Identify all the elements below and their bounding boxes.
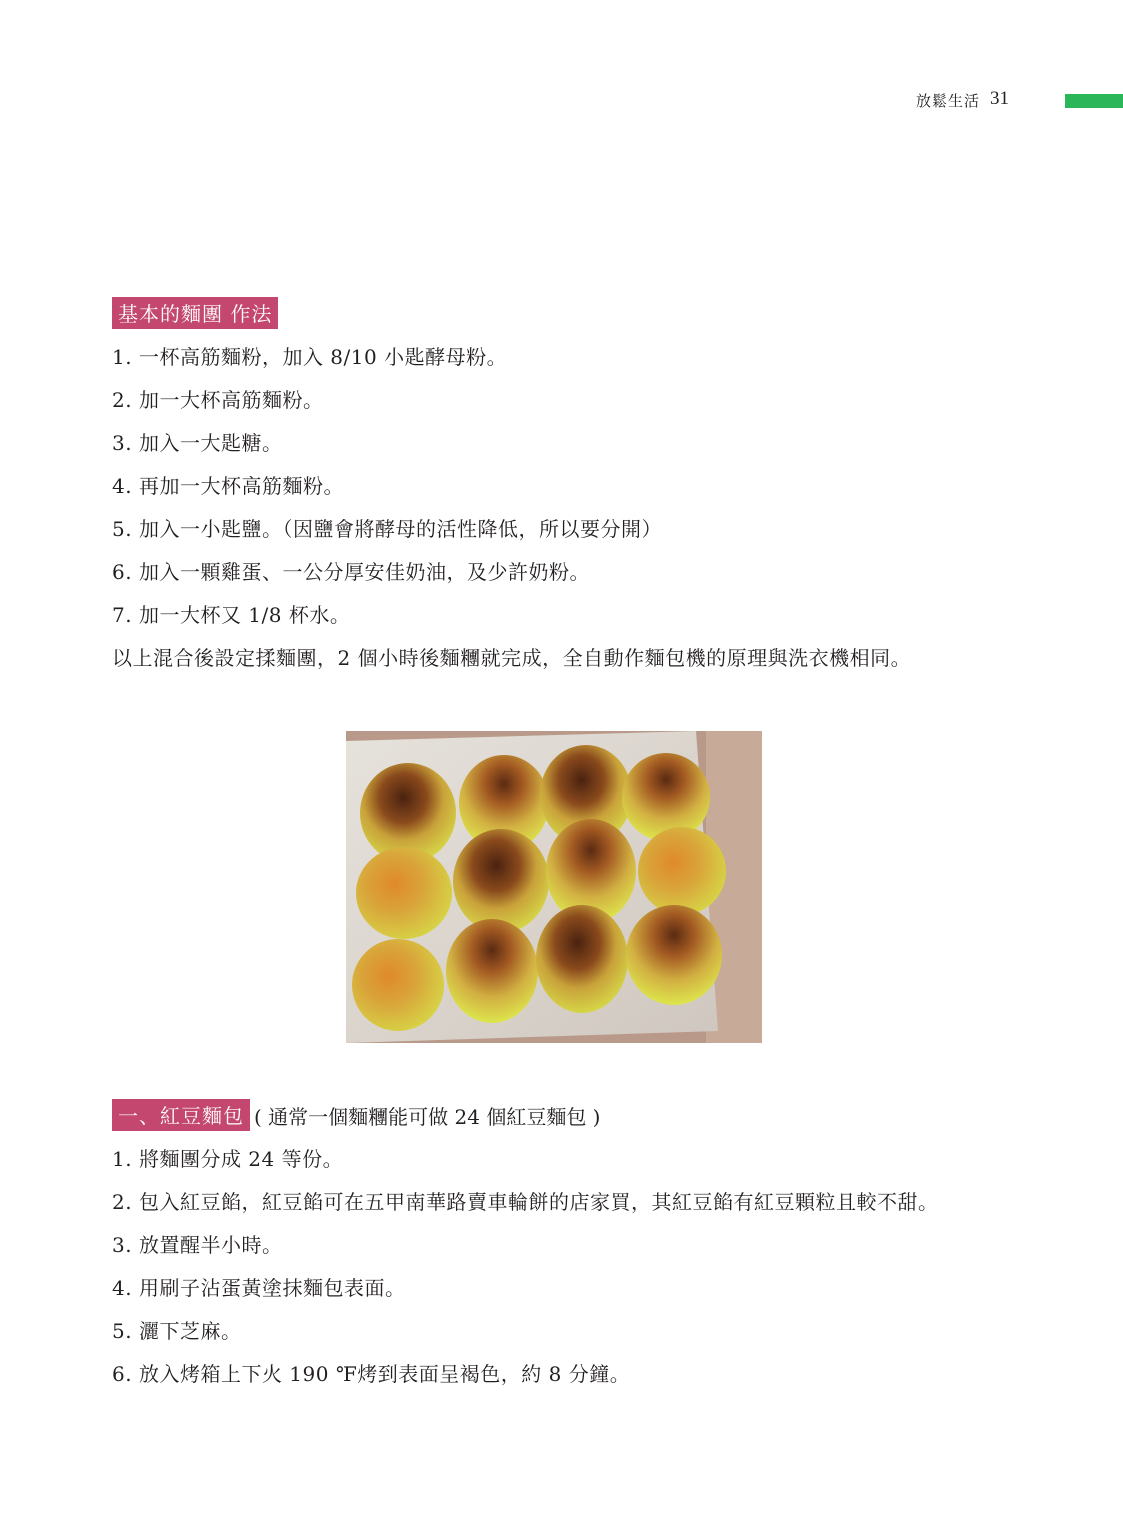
bun: [536, 905, 628, 1013]
bun: [622, 753, 710, 841]
section-heading: [112, 1100, 938, 1130]
step-item: 4. 用刷子沾蛋黃塗抹麵包表面。: [112, 1276, 406, 1300]
bun: [453, 829, 549, 933]
steps-list: [112, 336, 911, 637]
bun: [626, 905, 722, 1005]
bun: [356, 847, 452, 939]
bun: [352, 939, 444, 1031]
step-item: 5. 加入一小匙鹽。（因鹽會將酵母的活性降低，所以要分開）: [112, 517, 662, 541]
running-head: 放鬆生活: [916, 92, 981, 110]
step-item: 3. 放置醒半小時。: [112, 1233, 283, 1257]
step-item: 1. 一杯高筋麵粉，加入 8/10 小匙酵母粉。: [112, 345, 508, 369]
section-heading: [112, 298, 911, 328]
section-basic-dough: [112, 298, 911, 680]
page-number: 31: [990, 88, 1009, 109]
bread-photo: [346, 731, 762, 1043]
summary-paragraph: 以上混合後設定揉麵團，2 個小時後麵糰就完成，全自動作麵包機的原理與洗衣機相同。: [112, 646, 912, 670]
step-item: 1. 將麵團分成 24 等份。: [112, 1147, 344, 1171]
step-item: 2. 加一大杯高筋麵粉。: [112, 388, 324, 412]
section-tag: 一、紅豆麵包: [112, 1099, 250, 1131]
heading-note: ( 通常一個麵糰能可做 24 個紅豆麵包 ): [254, 1104, 601, 1129]
steps-list: [112, 1138, 938, 1396]
step-item: 3. 加入一大匙糖。: [112, 431, 283, 455]
step-item: 4. 再加一大杯高筋麵粉。: [112, 474, 344, 498]
section-red-bean-bread: [112, 1100, 938, 1396]
step-item: 5. 灑下芝麻。: [112, 1319, 242, 1343]
bun: [446, 919, 538, 1023]
step-item: 7. 加一大杯又 1/8 杯水。: [112, 603, 351, 627]
accent-bar: [1065, 94, 1123, 108]
step-item: 6. 放入烤箱上下火 190 ℉烤到表面呈褐色，約 8 分鐘。: [112, 1362, 631, 1386]
section-tag: 基本的麵團 作法: [112, 297, 278, 329]
bun: [638, 827, 726, 915]
step-item: 6. 加入一顆雞蛋、一公分厚安佳奶油，及少許奶粉。: [112, 560, 590, 584]
step-item: 2. 包入紅豆餡，紅豆餡可在五甲南華路賣車輪餅的店家買，其紅豆餡有紅豆顆粒且較不甜。: [112, 1190, 939, 1214]
